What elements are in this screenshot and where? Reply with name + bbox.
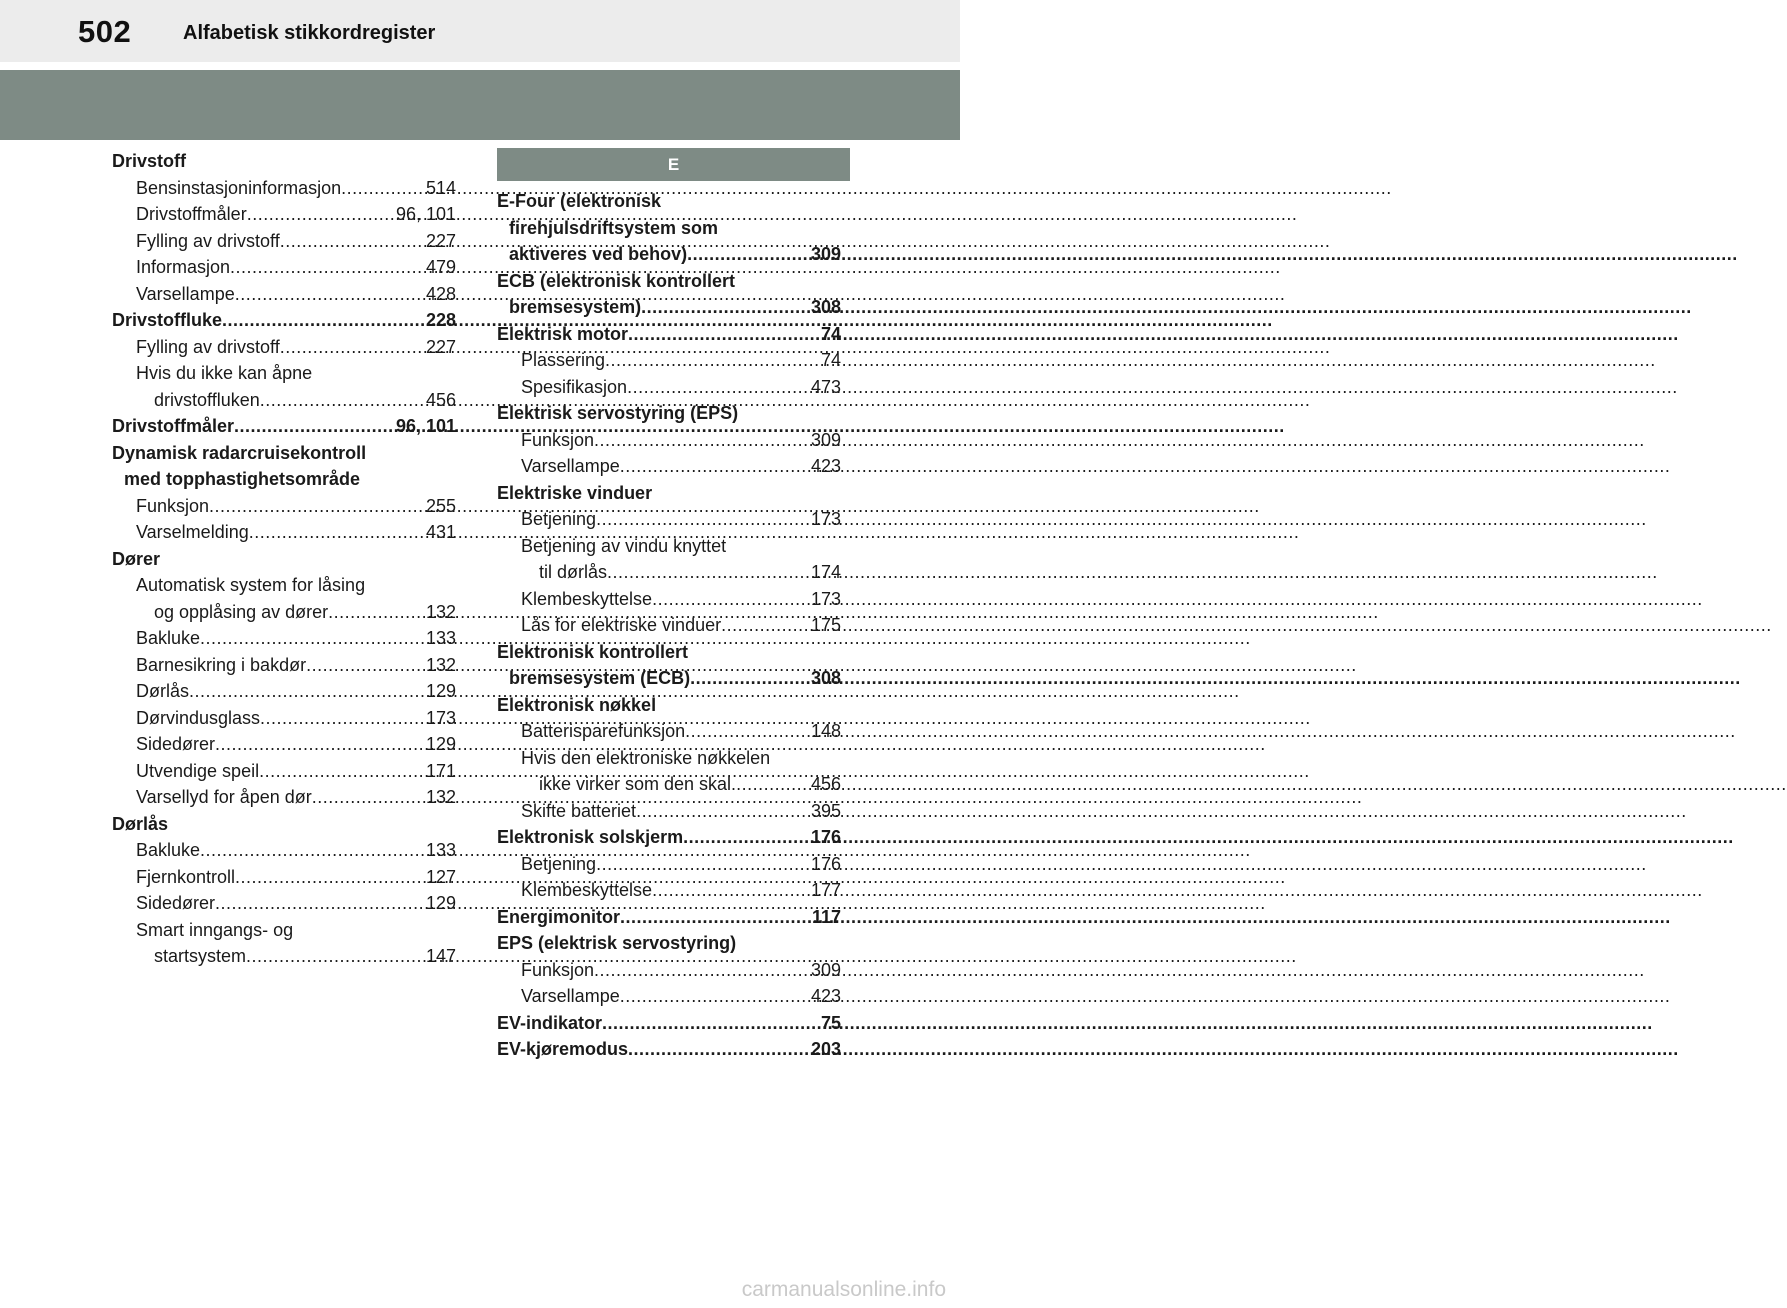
entry-text: Betjening (521, 853, 597, 874)
entry-text: Elektriske vinduer (497, 482, 653, 503)
entry-text: Elektrisk servostyring (EPS) (497, 403, 739, 423)
entry-text: Sidedører (136, 734, 216, 754)
index-entry (497, 930, 841, 957)
leader-dots (685, 718, 810, 745)
index-entry (497, 480, 841, 507)
leader-dots (602, 1010, 820, 1037)
entry-text: Sidedører (136, 893, 216, 913)
index-subentry (112, 599, 456, 626)
index-subentry (497, 533, 841, 560)
index-subentry (497, 347, 841, 374)
index-subentry (112, 625, 456, 652)
leader-dots (209, 493, 425, 520)
index-column-left (112, 148, 456, 970)
page-reference: 176 (810, 827, 841, 847)
index-subentry (497, 294, 841, 321)
page-reference: 309 (810, 429, 841, 450)
index-subentry (112, 201, 456, 228)
entry-text: Barnesikring i bakdør (136, 654, 307, 675)
page-reference: 173 (810, 509, 841, 529)
page-reference: 308 (810, 668, 841, 688)
leader-dots (280, 334, 425, 361)
leader-dots (312, 784, 425, 811)
entry-text: Informasjon (136, 257, 231, 277)
entry-text: Drivstoffluke (112, 310, 223, 330)
leader-dots (189, 678, 425, 705)
leader-dots (690, 665, 810, 692)
index-subentry (497, 612, 841, 639)
entry-text: Dørlås (112, 813, 169, 834)
page-reference: 133 (425, 840, 456, 860)
page-reference: 175 (810, 615, 841, 635)
entry-text: Drivstoffmåler (112, 416, 235, 436)
leader-dots (620, 453, 810, 480)
entry-text: Varsellyd for åpen dør (136, 787, 312, 807)
page-reference: 514 (425, 177, 456, 198)
leader-dots (230, 254, 425, 281)
leader-dots (628, 1036, 810, 1063)
entry-text: Plassering (521, 350, 606, 370)
leader-dots (607, 559, 810, 586)
page-reference: 395 (810, 800, 841, 821)
page-reference: 117 (811, 906, 841, 927)
index-subentry (112, 334, 456, 361)
index-entry (112, 413, 456, 440)
index-entry (497, 321, 841, 348)
entry-text: Drivstoffmåler (136, 204, 247, 224)
page-reference: 132 (425, 654, 456, 675)
index-subentry (112, 254, 456, 281)
index-column-right (497, 148, 841, 1063)
leader-dots (641, 294, 810, 321)
entry-text: Hvis du ikke kan åpne (136, 363, 313, 383)
index-subentry (112, 864, 456, 891)
leader-dots (628, 321, 820, 348)
index-entry (497, 692, 841, 719)
leader-dots (328, 599, 425, 626)
leader-dots (260, 705, 425, 732)
leader-dots (652, 586, 810, 613)
index-subentry (112, 281, 456, 308)
index-subentry (112, 228, 456, 255)
page-reference: 228 (425, 310, 456, 330)
index-entry (497, 1036, 841, 1063)
entry-text: med topphastighetsområde (124, 469, 361, 489)
entry-text: Betjening (521, 509, 597, 529)
page-number: 502 (78, 14, 132, 49)
page-reference: 174 (810, 562, 841, 582)
index-subentry (112, 758, 456, 785)
entry-text: Elektronisk solskjerm (497, 827, 684, 847)
leader-dots (636, 798, 810, 825)
entry-text: Varselmelding (136, 522, 249, 542)
leader-dots (341, 175, 425, 202)
entry-text: Automatisk system for låsing (136, 575, 366, 595)
entry-text: bremsesystem) (509, 297, 642, 317)
page-reference: 133 (425, 628, 456, 648)
leader-dots (594, 427, 810, 454)
entry-text: startsystem (154, 946, 247, 966)
index-entry (112, 440, 456, 467)
page-reference: 129 (425, 893, 456, 913)
leader-dots (246, 943, 425, 970)
entry-text: Drivstoff (112, 151, 187, 171)
page-reference: 227 (425, 230, 456, 251)
entry-text: Klembeskyttelse (521, 588, 653, 609)
leader-dots (605, 347, 820, 374)
entry-text: Betjening av vindu knyttet (521, 535, 727, 556)
page-reference: 227 (425, 336, 456, 357)
index-subentry (112, 943, 456, 970)
index-subentry (497, 427, 841, 454)
entry-text: Energimonitor (497, 906, 621, 927)
entry-text: ECB (elektronisk kontrollert (497, 270, 736, 291)
index-subentry (112, 890, 456, 917)
entry-text: Hvis den elektroniske nøkkelen (521, 747, 771, 768)
entry-text: Varsellampe (521, 456, 620, 476)
entry-text: Dynamisk radarcruisekontroll (112, 442, 367, 463)
index-subentry (497, 586, 841, 613)
entry-text: Batterisparefunksjon (521, 721, 686, 741)
entry-text: Funksjon (521, 959, 595, 980)
page-reference: 423 (810, 456, 841, 476)
entry-text: firehjulsdriftsystem som (509, 217, 719, 238)
page-reference: 173 (425, 707, 456, 728)
entry-text: ikke virker som den skal. (539, 774, 737, 794)
index-subentry (497, 718, 841, 745)
letter-header: E (497, 148, 850, 181)
leader-dots (215, 890, 425, 917)
index-entry (497, 1010, 841, 1037)
page-reference: 129 (425, 734, 456, 754)
index-subentry (497, 215, 841, 242)
entry-text: Spesifikasjon (521, 376, 628, 397)
page-reference: 473 (810, 376, 841, 397)
index-subentry (497, 506, 841, 533)
entry-text: drivstoffluken (154, 389, 260, 410)
page-reference: 147 (425, 946, 456, 966)
index-subentry (497, 453, 841, 480)
index-subentry (112, 705, 456, 732)
leader-dots (234, 413, 395, 440)
page-reference: 96, 101 (395, 204, 456, 224)
leader-dots (721, 612, 810, 639)
page-reference: 176 (810, 853, 841, 874)
page-reference: 129 (425, 681, 456, 701)
entry-text: Elektronisk nøkkel (497, 694, 657, 715)
index-subentry (497, 798, 841, 825)
index-subentry (112, 678, 456, 705)
entry-text: E-Four (elektronisk (497, 191, 662, 211)
leader-dots (736, 771, 810, 798)
page-header (0, 0, 960, 62)
index-subentry (497, 559, 841, 586)
leader-dots (652, 877, 810, 904)
entry-text: Lås for elektriske vinduer (521, 615, 722, 635)
leader-dots (683, 824, 810, 851)
entry-text: Elektronisk kontrollert (497, 641, 689, 662)
entry-text: Dører (112, 548, 161, 569)
index-subentry (112, 731, 456, 758)
index-subentry (112, 175, 456, 202)
entry-text: Smart inngangs- og (136, 919, 294, 940)
leader-dots (620, 983, 810, 1010)
index-entry (497, 824, 841, 851)
page-reference: 309 (810, 244, 841, 264)
leader-dots (200, 837, 425, 864)
leader-dots (594, 957, 810, 984)
entry-text: Utvendige speil (136, 760, 260, 781)
entry-text: Funksjon (521, 429, 595, 450)
index-subentry (497, 745, 841, 772)
index-subentry (497, 374, 841, 401)
index-subentry (112, 493, 456, 520)
leader-dots (215, 731, 425, 758)
index-subentry (112, 466, 456, 493)
entry-text: bremsesystem (ECB) (509, 668, 691, 688)
entry-text: Bakluke (136, 628, 201, 648)
watermark: carmanualsonline.info (741, 1278, 946, 1301)
index-subentry (112, 917, 456, 944)
index-subentry (497, 241, 841, 268)
index-entry (497, 400, 841, 427)
index-subentry (497, 771, 841, 798)
index-subentry (112, 652, 456, 679)
page-reference: 96, 101 (395, 416, 456, 436)
leader-dots (306, 652, 425, 679)
index-subentry (112, 387, 456, 414)
entry-text: Dørvindusglass (136, 707, 261, 728)
header-band (0, 70, 960, 140)
entry-text: og opplåsing av dører (154, 601, 329, 622)
page-reference: 127 (425, 866, 456, 887)
index-subentry (497, 957, 841, 984)
page-reference: 255 (425, 495, 456, 516)
entry-text: Skifte batteriet (521, 800, 637, 821)
leader-dots (260, 387, 425, 414)
entry-text: EPS (elektrisk servostyring) (497, 933, 737, 953)
page-reference: 456 (810, 774, 841, 794)
index-subentry (112, 360, 456, 387)
leader-dots (235, 281, 425, 308)
index-entry (497, 639, 841, 666)
leader-dots (249, 519, 425, 546)
leader-dots (222, 307, 425, 334)
index-entry (112, 546, 456, 573)
index-entry (112, 307, 456, 334)
page-reference: 309 (810, 959, 841, 980)
index-entry (112, 811, 456, 838)
section-title: Alfabetisk stikkordregister (183, 22, 436, 44)
leader-dots (280, 228, 425, 255)
entry-text: Fjernkontroll (136, 866, 236, 887)
leader-dots (200, 625, 425, 652)
page-reference: 203 (810, 1039, 841, 1059)
entry-text: Bensinstasjoninformasjon (136, 177, 342, 198)
index-list-right (497, 188, 841, 1063)
leader-dots (259, 758, 425, 785)
page-reference: 148 (810, 721, 841, 741)
entry-text: til dørlås (539, 562, 608, 582)
leader-dots (687, 241, 810, 268)
page-reference: 132 (425, 601, 456, 622)
entry-text: Fylling av drivstoff (136, 336, 280, 357)
entry-text: Funksjon (136, 495, 210, 516)
entry-text: Varsellampe (521, 986, 620, 1006)
entry-text: aktiveres ved behov) (509, 244, 688, 264)
leader-dots (627, 374, 810, 401)
index-entry (112, 148, 456, 175)
entry-text: EV-indikator (497, 1012, 603, 1033)
index-subentry (497, 877, 841, 904)
entry-text: Klembeskyttelse (521, 880, 653, 900)
page-reference: 428 (425, 283, 456, 304)
page-reference: 308 (810, 297, 841, 317)
leader-dots (620, 904, 811, 931)
index-subentry (497, 983, 841, 1010)
page-reference: 479 (425, 257, 456, 277)
index-entry (497, 904, 841, 931)
leader-dots (596, 506, 810, 533)
index-subentry (112, 519, 456, 546)
index-subentry (497, 851, 841, 878)
page-reference: 132 (425, 787, 456, 807)
leader-dots (247, 201, 395, 228)
page-reference: 173 (810, 588, 841, 609)
entry-text: Bakluke (136, 840, 201, 860)
page-reference: 177 (810, 880, 841, 900)
leader-dots (596, 851, 810, 878)
page-reference: 74 (820, 350, 841, 370)
page-reference: 431 (425, 522, 456, 542)
index-subentry (112, 837, 456, 864)
entry-text: Dørlås (136, 681, 189, 701)
page-reference: 171 (425, 760, 456, 781)
index-subentry (112, 572, 456, 599)
entry-text: Fylling av drivstoff (136, 230, 280, 251)
page-reference: 423 (810, 986, 841, 1006)
index-entry (497, 188, 841, 215)
entry-text: Elektrisk motor (497, 323, 629, 344)
index-entry (497, 268, 841, 295)
entry-text: EV-kjøremodus (497, 1039, 629, 1059)
page-reference: 456 (425, 389, 456, 410)
page-reference: 74 (820, 323, 841, 344)
entry-text: Varsellampe (136, 283, 235, 304)
index-subentry (112, 784, 456, 811)
leader-dots (235, 864, 425, 891)
index-subentry (497, 665, 841, 692)
page-reference: 75 (820, 1012, 841, 1033)
